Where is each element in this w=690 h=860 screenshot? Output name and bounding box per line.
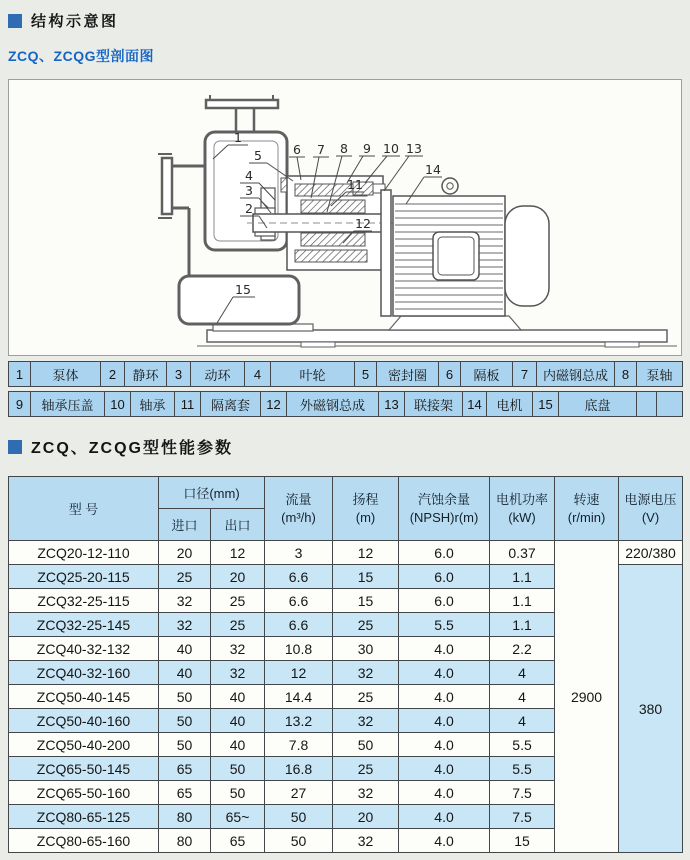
empty-cell (637, 392, 657, 417)
value-cell: 7.5 (490, 781, 555, 805)
part-no: 4 (245, 362, 271, 387)
col-header-speed-line1: 转速 (573, 491, 600, 507)
value-cell: 6.0 (399, 565, 490, 589)
value-cell: 25 (159, 565, 211, 589)
col-header-head-line1: 扬程 (352, 491, 379, 507)
part-no: 8 (615, 362, 637, 387)
diagram-label-7: 7 (317, 142, 325, 157)
diagram-label-9: 9 (363, 141, 371, 156)
value-cell: 32 (333, 829, 399, 853)
perf-row (9, 541, 683, 565)
col-header-speed (555, 477, 619, 541)
value-cell: 5.5 (490, 757, 555, 781)
part-name: 叶轮 (271, 362, 355, 387)
value-cell: 4.0 (399, 733, 490, 757)
diagram-label-3: 3 (245, 183, 253, 198)
value-cell: 25 (333, 613, 399, 637)
diagram-label-2: 2 (245, 201, 253, 216)
part-name: 泵轴 (637, 362, 683, 387)
value-cell: 16.8 (265, 757, 333, 781)
performance-section-title: ZCQ、ZCQG型性能参数 (31, 440, 233, 457)
value-cell: 6.0 (399, 589, 490, 613)
value-cell: 4 (490, 709, 555, 733)
part-name: 轴承 (131, 392, 175, 417)
value-cell: 40 (211, 733, 265, 757)
part-no: 1 (9, 362, 31, 387)
value-cell: 40 (159, 637, 211, 661)
value-cell: 27 (265, 781, 333, 805)
col-header-head-line2: (m) (355, 509, 376, 525)
col-header-npsh-line2: (NPSH)r(m) (409, 509, 479, 525)
diagram-label-11: 11 (347, 177, 363, 192)
value-cell: 15 (490, 829, 555, 853)
part-no: 3 (167, 362, 191, 387)
model-cell: ZCQ32-25-115 (9, 589, 159, 613)
value-cell: 25 (333, 757, 399, 781)
value-cell: 10.8 (265, 637, 333, 661)
value-cell: 40 (159, 661, 211, 685)
part-no: 5 (355, 362, 377, 387)
part-name: 静环 (125, 362, 167, 387)
value-cell: 65 (159, 781, 211, 805)
value-cell: 40 (211, 685, 265, 709)
motor-shapes (393, 178, 549, 316)
structure-section-header (8, 10, 682, 31)
parts-legend-table-row1 (8, 361, 683, 387)
value-cell: 50 (159, 709, 211, 733)
part-no: 2 (101, 362, 125, 387)
part-no: 13 (379, 392, 405, 417)
col-header-npsh-line1: 汽蚀余量 (418, 491, 471, 507)
diagram-label-8: 8 (340, 141, 348, 156)
pump-casing-shape (158, 95, 299, 324)
value-cell: 50 (333, 733, 399, 757)
parts-row (9, 392, 683, 417)
value-cell: 4.0 (399, 637, 490, 661)
blue-square-bullet (8, 440, 22, 454)
model-cell: ZCQ40-32-132 (9, 637, 159, 661)
diagram-label-13: 13 (406, 141, 422, 156)
part-name: 底盘 (559, 392, 637, 417)
value-cell: 30 (333, 637, 399, 661)
value-cell: 6.6 (265, 565, 333, 589)
diagram-label-14: 14 (425, 162, 441, 177)
col-header-flow (265, 477, 333, 541)
value-cell: 7.5 (490, 805, 555, 829)
value-cell: 20 (333, 805, 399, 829)
part-name: 隔离套 (201, 392, 261, 417)
value-cell: 32 (333, 661, 399, 685)
performance-section-header (8, 435, 682, 458)
value-cell: 12 (211, 541, 265, 565)
col-header-outlet: 出口 (211, 509, 265, 541)
diagram-label-12: 12 (355, 216, 371, 231)
model-cell: ZCQ65-50-145 (9, 757, 159, 781)
value-cell: 15 (333, 589, 399, 613)
value-cell: 2.2 (490, 637, 555, 661)
part-name: 泵体 (31, 362, 101, 387)
value-cell: 6.6 (265, 589, 333, 613)
diagram-label-6: 6 (293, 142, 301, 157)
value-cell: 20 (159, 541, 211, 565)
col-header-speed-line2: (r/min) (567, 509, 606, 525)
value-cell: 4 (490, 685, 555, 709)
diagram-label-10: 10 (383, 141, 399, 156)
value-cell: 25 (211, 613, 265, 637)
part-name: 密封圈 (377, 362, 439, 387)
col-header-voltage-line2: (V) (641, 509, 660, 525)
value-cell: 80 (159, 805, 211, 829)
speed-merged-cell: 2900 (555, 541, 619, 853)
value-cell: 3 (265, 541, 333, 565)
structure-section-title: 结构示意图 (31, 13, 119, 30)
diagram-label-4: 4 (245, 168, 253, 183)
value-cell: 32 (333, 709, 399, 733)
value-cell: 25 (211, 589, 265, 613)
value-cell: 65 (159, 757, 211, 781)
value-cell: 4.0 (399, 661, 490, 685)
part-no: 6 (439, 362, 461, 387)
value-cell: 32 (333, 781, 399, 805)
col-header-head (333, 477, 399, 541)
perf-header-row1 (9, 477, 683, 509)
part-name: 联接架 (405, 392, 463, 417)
pump-cross-section-drawing (9, 80, 681, 355)
value-cell: 13.2 (265, 709, 333, 733)
part-name: 电机 (487, 392, 533, 417)
value-cell: 50 (211, 781, 265, 805)
value-cell: 25 (333, 685, 399, 709)
model-cell: ZCQ20-12-110 (9, 541, 159, 565)
value-cell: 12 (333, 541, 399, 565)
col-header-npsh (399, 477, 490, 541)
part-no: 11 (175, 392, 201, 417)
model-cell: ZCQ50-40-145 (9, 685, 159, 709)
model-cell: ZCQ25-20-115 (9, 565, 159, 589)
value-cell: 32 (159, 613, 211, 637)
pump-cross-section-diagram-box (8, 79, 682, 356)
model-cell: ZCQ50-40-200 (9, 733, 159, 757)
diagram-label-1: 1 (234, 130, 242, 145)
value-cell: 5.5 (490, 733, 555, 757)
model-cell: ZCQ50-40-160 (9, 709, 159, 733)
part-name: 内磁钢总成 (537, 362, 615, 387)
cross-section-subtitle: ZCQ、ZCQG型剖面图 (8, 48, 154, 64)
value-cell: 5.5 (399, 613, 490, 637)
part-no: 12 (261, 392, 287, 417)
blue-square-bullet (8, 14, 22, 28)
voltage-merged-cell: 380 (619, 565, 683, 853)
value-cell: 4.0 (399, 781, 490, 805)
col-header-model: 型 号 (9, 477, 159, 541)
value-cell: 1.1 (490, 565, 555, 589)
voltage-cell: 220/380 (619, 541, 683, 565)
col-header-flow-line1: 流量 (285, 491, 312, 507)
part-no: 15 (533, 392, 559, 417)
value-cell: 65~ (211, 805, 265, 829)
value-cell: 50 (265, 829, 333, 853)
col-header-voltage-line1: 电源电压 (624, 491, 677, 507)
value-cell: 4.0 (399, 757, 490, 781)
value-cell: 12 (265, 661, 333, 685)
value-cell: 0.37 (490, 541, 555, 565)
model-cell: ZCQ32-25-145 (9, 613, 159, 637)
value-cell: 50 (211, 757, 265, 781)
part-name: 外磁钢总成 (287, 392, 379, 417)
value-cell: 50 (159, 685, 211, 709)
value-cell: 50 (159, 733, 211, 757)
diagram-label-5: 5 (254, 148, 262, 163)
model-cell: ZCQ65-50-160 (9, 781, 159, 805)
parts-legend-table-row2 (8, 391, 683, 417)
value-cell: 1.1 (490, 613, 555, 637)
part-no: 9 (9, 392, 31, 417)
value-cell: 4.0 (399, 805, 490, 829)
value-cell: 20 (211, 565, 265, 589)
part-name: 隔板 (461, 362, 513, 387)
col-header-inlet: 进口 (159, 509, 211, 541)
col-header-power-line2: (kW) (508, 509, 536, 525)
part-no: 10 (105, 392, 131, 417)
value-cell: 65 (211, 829, 265, 853)
value-cell: 1.1 (490, 589, 555, 613)
performance-table (8, 476, 683, 853)
parts-row (9, 362, 683, 387)
diagram-label-15: 15 (235, 282, 251, 297)
col-header-bore: 口径(mm) (159, 477, 265, 509)
value-cell: 32 (211, 661, 265, 685)
empty-cell (657, 392, 683, 417)
value-cell: 6.0 (399, 541, 490, 565)
col-header-voltage (619, 477, 683, 541)
value-cell: 80 (159, 829, 211, 853)
part-name: 动环 (191, 362, 245, 387)
model-cell: ZCQ80-65-160 (9, 829, 159, 853)
value-cell: 7.8 (265, 733, 333, 757)
model-cell: ZCQ80-65-125 (9, 805, 159, 829)
part-no: 7 (513, 362, 537, 387)
part-no: 14 (463, 392, 487, 417)
value-cell: 15 (333, 565, 399, 589)
col-header-power (490, 477, 555, 541)
col-header-power-line1: 电机功率 (496, 491, 549, 507)
col-header-flow-line2: (m³/h) (281, 509, 316, 525)
value-cell: 4.0 (399, 685, 490, 709)
value-cell: 40 (211, 709, 265, 733)
model-cell: ZCQ40-32-160 (9, 661, 159, 685)
value-cell: 4.0 (399, 709, 490, 733)
value-cell: 6.6 (265, 613, 333, 637)
value-cell: 32 (159, 589, 211, 613)
value-cell: 4.0 (399, 829, 490, 853)
part-name: 轴承压盖 (31, 392, 105, 417)
value-cell: 4 (490, 661, 555, 685)
value-cell: 32 (211, 637, 265, 661)
value-cell: 14.4 (265, 685, 333, 709)
value-cell: 50 (265, 805, 333, 829)
